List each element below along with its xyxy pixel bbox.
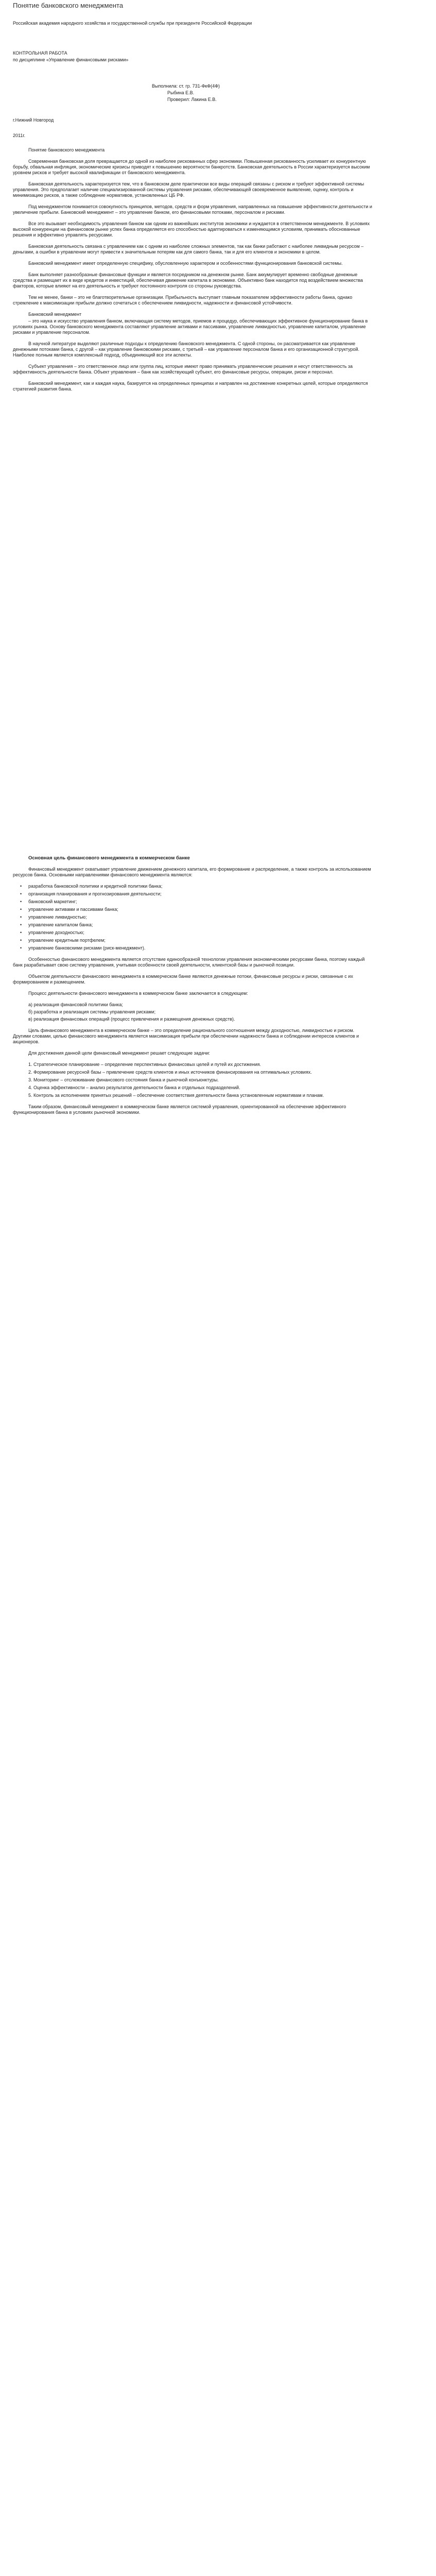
paragraph: Банковская деятельность характеризуется тем, что в банковском деле практически все виды операций связаны с риском и требуют эффективной системы управления. Это предполагает наличие специализированной системы управления рисками, обеспечивающей своевременное выявление, оценку, контроль и минимизацию рисков, а также соблюдение нормативов, установленных ЦБ РФ. [13,181,364,198]
paragraph: Субъект управления – это ответственное лицо или группа лиц, которые имеют право принимать управленческие решения и несут ответственность за эффективность деятельности банка. Объект управления – банк как хозяйствующий субъект, его финансовые ресурсы, операции, риски и персонал. [13,364,353,375]
paragraph: в) реализация финансовых операций (процесс привлечения и размещения денежных средств). [28,1016,235,1022]
paragraph: а) реализация финансовой политики банка; [28,1002,123,1007]
paragraph: – это наука и искусство управления банком, включающая систему методов, приемов и процедур, обеспечивающих эффективное функционирование банка в условиях рынка. Основу банковского менеджмента составляют управление активами и пассивами, управление ликвидностью, управление капиталом, управление рисками и управление персоналом. [13,318,368,335]
paragraph: Таким образом, финансовый менеджмент в коммерческом банке является системой управления, ориентированной на обеспечение эффективного функционирования банка в условиях рыночной экономики. [13,1104,346,1115]
paragraph: Банковский менеджмент [28,312,82,317]
paragraph: Под менеджментом понимается совокупность принципов, методов, средств и форм управления, направленных на повышение эффективности деятельности и увеличение прибыли. Банковский менеджмент – это управление банком, его финансовыми потоками, персоналом и рисками. [13,204,372,215]
paragraph: В научной литературе выделяют различные подходы к определению банковского менеджмента. С одной стороны, он рассматривается как управление денежными потоками банка, с другой – как управление банковскими рисками, с третьей – как управление персоналом банка и его организационной структурой. Наиболее полным является комплексный подход, объединяющий все эти аспекты. [13,341,360,358]
paragraph: 1. Стратегическое планирование – определение перспективных финансовых целей и путей их достижения. [28,1062,261,1067]
section-2 [13,855,373,1121]
paragraph: Банковский менеджмент имеет определенную специфику, обусловленную характером и особенностями функционирования банковской системы. [28,261,343,266]
paragraph: Объектом деятельности финансового менеджмента в коммерческом банке являются денежные потоки, финансовые ресурсы и риски, связанные с их формированием и размещением. [13,974,353,985]
paragraph: Особенностью финансового менеджмента является отсутствие единообразной технологии управления экономическими ресурсами банка, поэтому каждый банк разрабатывает свою систему управления, учитывая особенности своей деятельности, клиентской базы и рыночной позиции. [13,957,365,968]
directions-list [13,884,373,951]
paragraph: Банковская деятельность связана с управлением как с одним из наиболее сложных элементов, так как банки работают с наиболее ликвидным ресурсом – деньгами, а ошибки в управлении могут привести к значительным потерям как для самого банка, так и для его клиентов и экономики в целом. [13,244,364,255]
paragraph: Все это вызывает необходимость управления банком как одним из важнейших институтов экономики и нуждается в ответственном менеджменте. В условиях высокой конкуренции на финансовом рынке успех банка определяется его способностью адаптироваться к изменяющимся условиям, принимать обоснованные решения и эффективно управлять ресурсами. [13,221,370,238]
checker-line: Проверил: Лакина Е.В. [167,97,217,102]
paragraph: 3. Мониторинг – отслеживание финансового состояния банка и рыночной конъюнктуры. [28,1077,219,1082]
paragraph: б) разработка и реализация системы управления рисками; [28,1009,156,1014]
paragraph: Для достижения данной цели финансовый менеджмент решает следующие задачи: [28,1050,211,1056]
city: г.Нижний Новгород [13,117,54,123]
document-title: Понятие банковского менеджмента [13,2,124,9]
author-block [13,83,373,108]
work-type: КОНТРОЛЬНАЯ РАБОТА [13,50,67,56]
discipline: по дисциплине «Управление финансовыми рисками» [13,57,129,62]
paragraph: Процесс деятельности финансового менеджмента в коммерческом банке заключается в следующем: [28,991,248,996]
author-name: Рыбина Е.В. [167,90,195,95]
paragraph: Цель финансового менеджмента в коммерческом банке – это определение рационального соотношения между доходностью, ликвидностью и риском. Другими словами, целью финансового менеджмента является максимизация прибыли при обеспечении надежности банка и соблюдении интересов клиентов и акционеров. [13,1028,359,1044]
list-item: • управление активами и пассивами банка; [20,907,118,912]
section-1-heading: Понятие банковского менеджмента [28,147,105,152]
year-block [13,133,373,144]
list-item: • разработка банковской политики и кредитной политики банка; [20,884,163,889]
paragraph: 4. Оценка эффективности – анализ результатов деятельности банка и отдельных подразделений. [28,1085,240,1090]
paragraph: Тем не менее, банки – это не благотворительные организации. Прибыльность выступает главным показателем эффективности работы банка, однако стремление к максимизации прибыли должно сочетаться с обеспечением ликвидности, надежности и финансовой устойчивости. [13,295,353,306]
paragraph: Современная банковская доля превращается до одной из наиболее рискованных сфер экономики. Повышенная рискованность усиливает их конкурентную борьбу, обвальная инфляция, экономические кризисы приводят к повышению вероятности банкротств. Банковская деятельность в России характеризуется высоким уровнем рисков и требует высокой квалификации от банковского менеджмента. [13,159,370,175]
paragraph: Финансовый менеджмент охватывает управление движением денежного капитала, его формирование и распределение, а также контроль за использованием ресурсов банка. Основными направлениями финансового менеджмента являются: [13,867,371,877]
title-page [13,21,373,32]
section-2-heading: Основная цель финансового менеджмента в коммерческом банке [28,855,190,861]
year: 2011г. [13,133,26,138]
paragraph: 2. Формирование ресурсной базы – привлечение средств клиентов и иных источников финансирования на оптимальных условиях. [28,1070,312,1075]
work-type-block [13,50,373,69]
list-item: • управление доходностью; [20,930,84,935]
list-item: • организация планирования и прогнозирования деятельности; [20,891,162,896]
list-item: • управление кредитным портфелем; [20,938,106,943]
list-item: • управление банковскими рисками (риск-менеджмент). [20,945,146,951]
list-item: • управление ликвидностью; [20,914,87,920]
section-1 [13,147,373,398]
paragraph: Банк выполняет разнообразные финансовые функции и является посредником на денежном рынке. Банк аккумулирует временно свободные денежные средства и размещает их в виде кредитов и инвестиций, обеспечивая движение капитала в экономике. Объективно банк находится под воздействием множества факторов, которые влияют на его деятельность и требуют постоянного контроля со стороны руководства. [13,272,363,289]
paragraph: 5. Контроль за исполнением принятых решений – обеспечение соответствия деятельности банка установленным нормативам и планам. [28,1093,324,1098]
list-item: • банковский маркетинг; [20,899,77,904]
list-item: • управление капиталом банка; [20,922,93,927]
institution-name: Российская академия народного хозяйства и государственной службы при президенте Российской Федерации [13,21,252,26]
paragraph: Банковский менеджмент, как и каждая наука, базируется на определенных принципах и направлен на достижение конкретных целей, которые определяются стратегией развития банка. [13,381,368,392]
city-block [13,117,373,129]
author-line: Выполнила: ст. гр. 731-ФкФ(4Ф) [152,83,220,89]
